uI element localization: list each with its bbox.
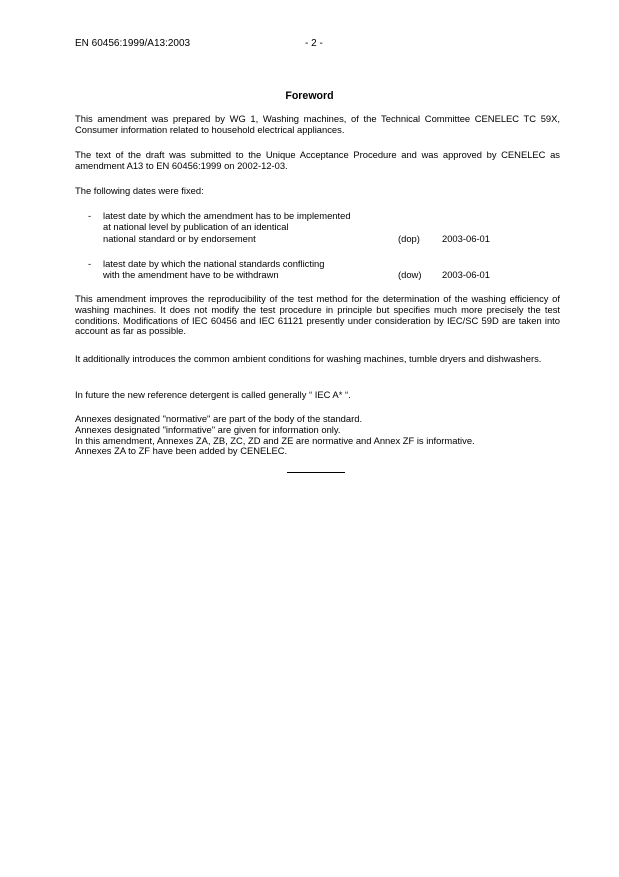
paragraph-approval: The text of the draft was submitted to the Unique Acceptance Procedure and was approved by CENELEC as amendment A13 to EN 60456:1999 on 2002-12-03. <box>75 149 560 171</box>
date-item-line: latest date by which the national standards conflicting <box>103 258 325 269</box>
end-rule <box>287 472 345 473</box>
list-bullet: - <box>88 258 92 269</box>
annex-note: In this amendment, Annexes ZA, ZB, ZC, ZD and ZE are normative and Annex ZF is informative. <box>75 434 475 446</box>
date-item-dop <box>75 210 560 246</box>
annex-note: Annexes designated "informative" are given for information only. <box>75 423 341 435</box>
list-bullet: - <box>88 210 92 221</box>
date-item-description <box>103 258 393 281</box>
paragraph-preparation: This amendment was prepared by WG 1, Washing machines, of the Technical Committee CENELEC TC 59X, Consumer information related to household electrical appliances. <box>75 113 560 135</box>
paragraph-dates-intro: The following dates were fixed: <box>75 185 204 196</box>
date-item-abbreviation: (dop) <box>398 232 420 244</box>
document-id: EN 60456:1999/A13:2003 <box>75 38 191 49</box>
annex-note: Annexes ZA to ZF have been added by CENELEC. <box>75 445 288 457</box>
date-item-dow <box>75 258 560 282</box>
date-item-line: latest date by which the amendment has to be implemented <box>103 210 351 221</box>
date-item-line: at national level by publication of an identical <box>103 221 289 233</box>
date-item-line: with the amendment have to be withdrawn <box>103 269 279 281</box>
paragraph-ambient-conditions: It additionally introduces the common ambient conditions for washing machines, tumble dryers and dishwashers. <box>75 353 542 364</box>
date-item-date: 2003-06-01 <box>442 269 490 281</box>
annex-note: Annexes designated "normative" are part of the body of the standard. <box>75 413 363 424</box>
page-title: Foreword <box>285 90 334 102</box>
date-item-line: national standard or by endorsement <box>103 232 256 244</box>
date-item-description <box>103 210 393 244</box>
page-number: - 2 - <box>305 38 323 49</box>
date-item-abbreviation: (dow) <box>398 269 422 281</box>
annex-notes <box>75 414 560 457</box>
paragraph-reference-detergent: In future the new reference detergent is called generally “ IEC A* “. <box>75 389 351 400</box>
paragraph-reproducibility: This amendment improves the reproducibility of the test method for the determination of the washing efficiency of washing machines. It does not modify the test procedure in principle but specifies much more precisely the test conditions. Modifications of IEC 60456 and IEC 61121 presently under consideration by IEC/SC 59D are taken into account as far as possible. <box>75 293 560 337</box>
date-item-date: 2003-06-01 <box>442 232 490 244</box>
